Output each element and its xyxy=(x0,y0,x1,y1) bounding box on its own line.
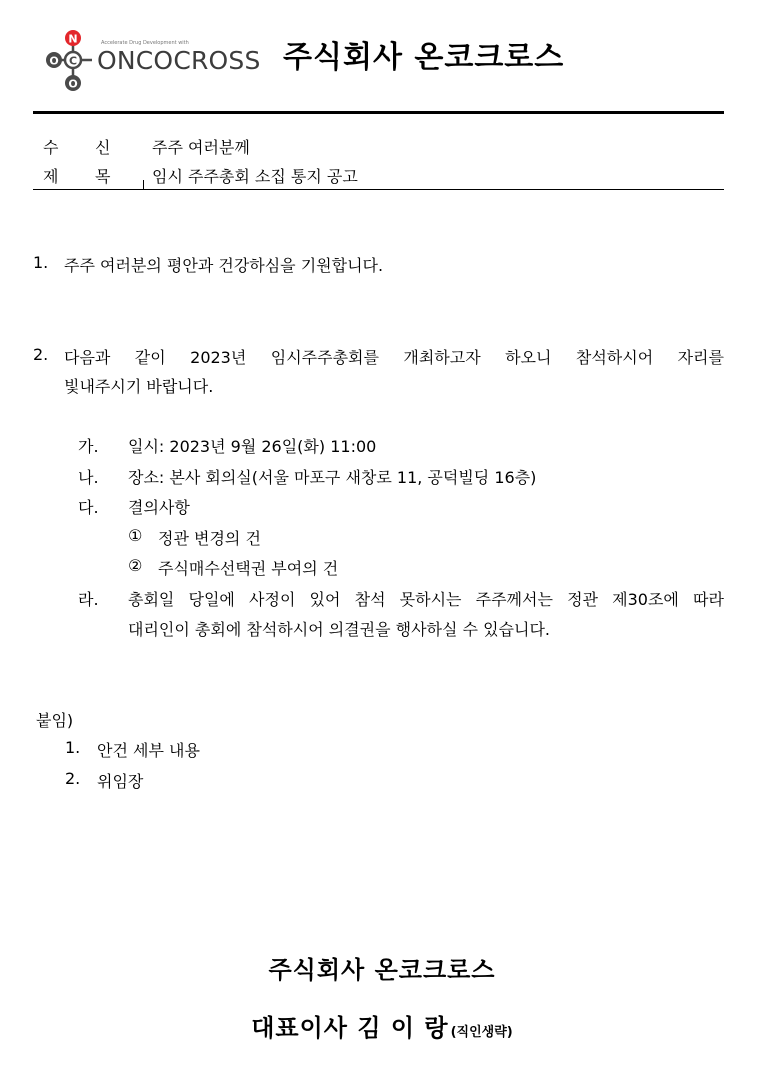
item-na-text: 장소: 본사 회의실(서울 마포구 새창로 11, 공덕빌딩 16층) xyxy=(128,468,537,487)
recipient-label-2: 신 xyxy=(95,138,111,157)
word: 참석 xyxy=(354,590,386,609)
header-rule xyxy=(33,111,724,114)
signature-company: 주식회사 온코크로스 xyxy=(268,956,496,984)
item-ra-line-2: 대리인이 총회에 참석하시어 의결권을 행사하실 수 있습니다. xyxy=(128,620,551,639)
word: 자리를 xyxy=(677,348,724,367)
meta-rule xyxy=(33,189,724,190)
word: 주주께서는 xyxy=(475,590,553,609)
paragraph-2-number: 2. xyxy=(33,345,49,364)
item-na-mark: 나. xyxy=(78,468,99,487)
company-title: 주식회사 온코크로스 xyxy=(283,40,565,75)
signature-line xyxy=(0,1008,764,1043)
item-ra-mark: 라. xyxy=(78,590,99,609)
word: 정관 xyxy=(567,590,598,609)
attachments-label: 붙임) xyxy=(36,711,74,730)
resolution-1-mark: ① xyxy=(128,526,143,545)
word: 다음과 xyxy=(64,348,111,367)
attachment-1-number: 1. xyxy=(65,738,81,757)
subject-value: 임시 주주총회 소집 통지 공고 xyxy=(152,167,358,186)
item-ga-mark: 가. xyxy=(78,437,99,456)
resolution-1-text: 정관 변경의 건 xyxy=(158,529,261,548)
word: 임시주주총회를 xyxy=(270,348,379,367)
paragraph-2-line-1 xyxy=(64,345,724,368)
word: 따라 xyxy=(693,590,724,609)
logo-letter-o-left: O xyxy=(49,54,59,68)
recipient-label-1: 수 xyxy=(43,138,59,157)
item-da-text: 결의사항 xyxy=(128,498,190,517)
signature-title: 대표이사 김 이 랑 xyxy=(251,1014,449,1042)
word: 하오니 xyxy=(505,348,552,367)
item-ra-line-1 xyxy=(128,587,724,610)
item-da-mark: 다. xyxy=(78,498,99,517)
word: 같이 xyxy=(134,348,166,367)
paragraph-1-number: 1. xyxy=(33,253,49,272)
logo-letter-n: N xyxy=(68,32,78,46)
word: 당일에 xyxy=(188,590,235,609)
item-ga-text: 일시: 2023년 9월 26일(화) 11:00 xyxy=(128,437,377,456)
attachment-2-text: 위임장 xyxy=(97,772,144,791)
word: 사정이 xyxy=(249,590,296,609)
subject-label-2: 목 xyxy=(95,167,111,186)
word: 2023년 xyxy=(190,348,247,367)
recipient-value: 주주 여러분께 xyxy=(152,138,250,157)
resolution-2-text: 주식매수선택권 부여의 건 xyxy=(158,559,339,578)
word: 참석하시어 xyxy=(575,348,654,367)
paragraph-2-line-2: 빛내주시기 바랍니다. xyxy=(64,377,214,396)
word: 총회일 xyxy=(128,590,175,609)
word: 있어 xyxy=(309,590,341,609)
word: 못하시는 xyxy=(399,590,462,609)
attachment-1-text: 안건 세부 내용 xyxy=(97,741,200,760)
attachment-2-number: 2. xyxy=(65,769,81,788)
word: 제30조에 xyxy=(612,590,679,609)
logo-letter-c: C xyxy=(68,54,78,68)
logo-wordmark: ONCOCROSS xyxy=(97,46,261,75)
resolution-2-mark: ② xyxy=(128,556,143,575)
paragraph-1-text: 주주 여러분의 평안과 건강하심을 기원합니다. xyxy=(64,256,384,275)
word: 개최하고자 xyxy=(403,348,481,367)
logo-letter-o-bottom: O xyxy=(68,77,78,91)
subject-label-1: 제 xyxy=(43,167,59,186)
seal-omitted-note: (직인생략) xyxy=(450,1025,513,1040)
logo-tagline: Accelerate Drug Development with xyxy=(101,40,189,46)
